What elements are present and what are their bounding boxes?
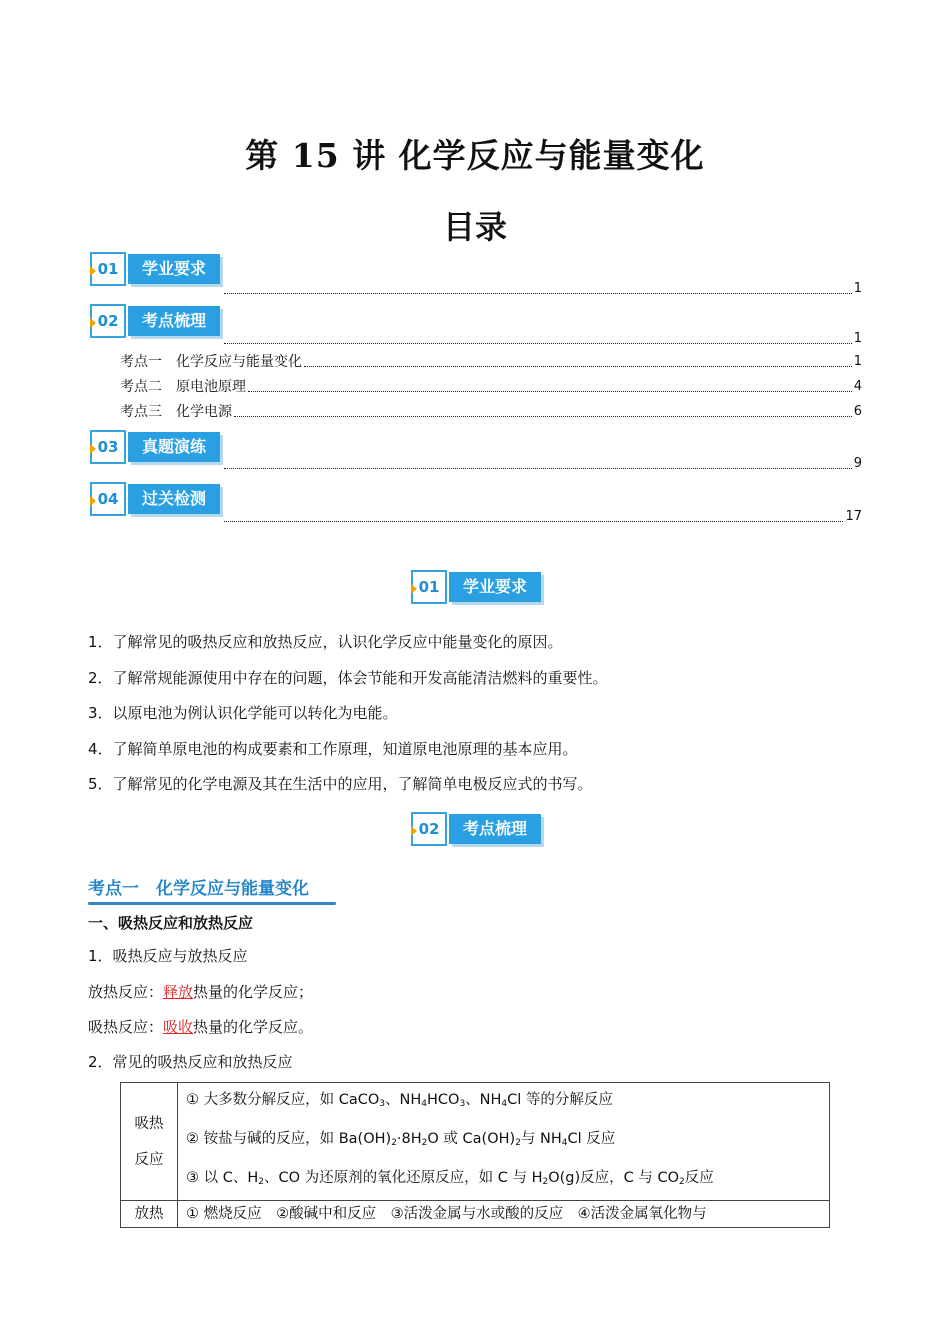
subscript: 2 <box>515 1138 521 1148</box>
kaodian-heading: 考点一 化学反应与能量变化 <box>88 879 309 899</box>
toc-leader <box>224 520 843 522</box>
paragraph-1: 1．吸热反应与放热反应 <box>88 947 248 965</box>
text: ③ 以 C、H <box>186 1170 259 1186</box>
subscript: 2 <box>391 1138 397 1148</box>
toc-badge-04[interactable] <box>90 482 220 516</box>
toc-leader <box>224 292 852 294</box>
toc-leader <box>248 390 852 392</box>
text: ① 大多数分解反应，如 CaCO <box>186 1092 380 1108</box>
text: HCO <box>426 1092 460 1108</box>
row-label-exothermic: 放热 <box>121 1201 178 1228</box>
subscript: 2 <box>258 1177 264 1187</box>
toc-subentry-3[interactable] <box>120 403 862 421</box>
text: O(g)反应，C 与 CO <box>548 1170 680 1186</box>
toc-page: 1 <box>853 331 862 346</box>
requirement-2: 2．了解常规能源使用中存在的问题，体会节能和开发高能清洁燃料的重要性。 <box>88 669 608 687</box>
requirement-5: 5．了解常见的化学电源及其在生活中的应用，了解简单电极反应式的书写。 <box>88 775 593 793</box>
toc-page: 9 <box>853 456 862 471</box>
keyword-release: 释放 <box>163 983 194 1001</box>
badge-label: 考点梳理 <box>449 814 541 844</box>
badge-number: 02 <box>411 812 447 846</box>
toc-entry-02[interactable] <box>222 330 862 348</box>
badge-label: 考点梳理 <box>128 306 220 336</box>
toc-subentry-text: 考点三 化学电源 <box>120 404 232 420</box>
text: 与 NH <box>520 1131 562 1147</box>
section-badge-01 <box>411 570 541 604</box>
endothermic-items <box>178 1083 830 1201</box>
badge-number: 01 <box>90 252 126 286</box>
toc-heading: 目录 <box>442 208 507 246</box>
subscript: 2 <box>421 1138 428 1148</box>
body-text: 热量的化学反应； <box>193 983 314 1001</box>
document-title: 第 15 讲 化学反应与能量变化 <box>245 136 705 175</box>
toc-page: 4 <box>853 379 862 394</box>
subscript: 2 <box>542 1177 549 1187</box>
subscript: 4 <box>501 1099 508 1109</box>
toc-page: 1 <box>853 354 862 369</box>
text: O 或 Ca(OH) <box>427 1131 516 1147</box>
label-line: 吸热 <box>134 1115 164 1132</box>
paragraph-exothermic <box>88 982 313 1002</box>
keyword-absorb: 吸收 <box>163 1018 194 1036</box>
item-2 <box>186 1122 821 1161</box>
toc-badge-03[interactable] <box>90 430 220 464</box>
toc-page: 6 <box>853 404 862 419</box>
row-label-endothermic <box>121 1083 178 1201</box>
exothermic-items: ① 燃烧反应 ②酸碱中和反应 ③活泼金属与水或酸的反应 ④活泼金属氧化物与 <box>178 1201 830 1228</box>
subheading: 一、吸热反应和放热反应 <box>88 914 254 932</box>
paragraph-2: 2．常见的吸热反应和放热反应 <box>88 1053 293 1071</box>
badge-label: 真题演练 <box>128 432 220 462</box>
badge-label: 过关检测 <box>128 484 220 514</box>
toc-entry-04[interactable] <box>222 508 862 526</box>
text: ② 铵盐与碱的反应，如 Ba(OH) <box>186 1131 392 1147</box>
toc-entry-01[interactable] <box>222 280 862 298</box>
subscript: 2 <box>679 1177 685 1187</box>
label-text: 放热反应： <box>88 983 164 1001</box>
toc-subentry-2[interactable] <box>120 378 862 396</box>
badge-number: 03 <box>90 430 126 464</box>
item-1 <box>186 1083 821 1122</box>
table-row <box>121 1083 830 1201</box>
requirement-4: 4．了解简单原电池的构成要素和工作原理，知道原电池原理的基本应用。 <box>88 740 578 758</box>
requirement-1: 1．了解常见的吸热反应和放热反应，认识化学反应中能量变化的原因。 <box>88 633 563 651</box>
text: 、NH <box>385 1092 422 1108</box>
toc-subentry-1[interactable] <box>120 353 862 371</box>
requirement-3: 3．以原电池为例认识化学能可以转化为电能。 <box>88 704 398 722</box>
label-line: 反应 <box>134 1151 164 1168</box>
subscript: 4 <box>561 1138 568 1148</box>
toc-leader <box>224 342 852 344</box>
subscript: 4 <box>421 1099 427 1109</box>
badge-number: 01 <box>411 570 447 604</box>
badge-label: 学业要求 <box>449 572 541 602</box>
section-badge-02 <box>411 812 541 846</box>
text: 反应 <box>684 1170 714 1186</box>
subscript: 3 <box>459 1099 466 1109</box>
toc-leader <box>234 415 852 417</box>
toc-page: 1 <box>853 281 862 296</box>
toc-badge-01[interactable] <box>90 252 220 286</box>
reaction-table <box>120 1082 830 1228</box>
text: ·8H <box>396 1131 422 1147</box>
toc-subentry-text: 考点二 原电池原理 <box>120 379 246 395</box>
text: Cl 等的分解反应 <box>507 1092 613 1108</box>
label-text: 吸热反应： <box>88 1018 164 1036</box>
item-3 <box>186 1161 821 1200</box>
body-text: 热量的化学反应。 <box>193 1018 314 1036</box>
badge-number: 04 <box>90 482 126 516</box>
toc-badge-02[interactable] <box>90 304 220 338</box>
toc-subentry-text: 考点一 化学反应与能量变化 <box>120 354 302 370</box>
subscript: 3 <box>379 1099 385 1109</box>
text: 、NH <box>465 1092 502 1108</box>
heading-underline <box>88 902 336 905</box>
badge-number: 02 <box>90 304 126 338</box>
toc-entry-03[interactable] <box>222 455 862 473</box>
table-row <box>121 1201 830 1228</box>
toc-leader <box>304 365 852 367</box>
text: 、CO 为还原剂的氧化还原反应，如 C 与 H <box>263 1170 543 1186</box>
paragraph-endothermic <box>88 1017 313 1037</box>
toc-leader <box>224 467 852 469</box>
text: Cl 反应 <box>567 1131 616 1147</box>
toc-page: 17 <box>845 509 862 524</box>
badge-label: 学业要求 <box>128 254 220 284</box>
